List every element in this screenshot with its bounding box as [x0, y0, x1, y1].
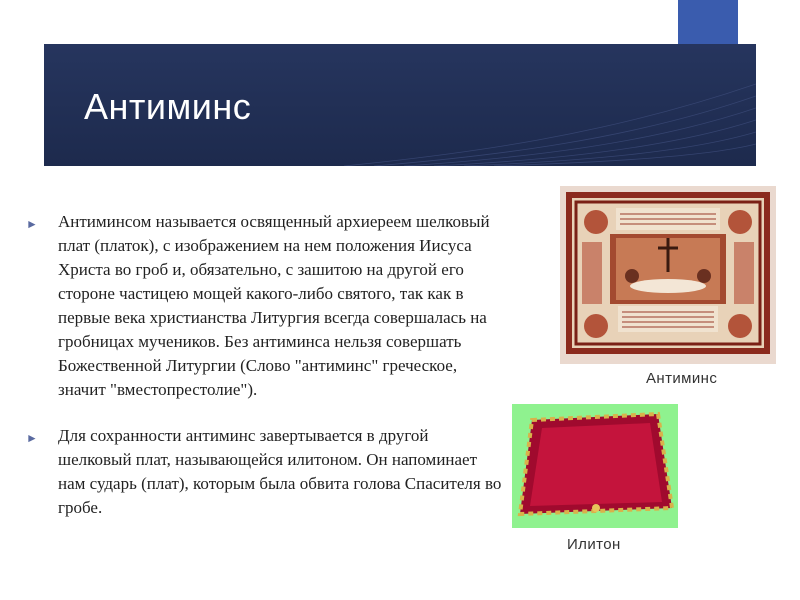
antimins-caption: Антиминс: [646, 370, 718, 387]
slide-title: Антиминс: [84, 86, 252, 127]
bullet-item: [26, 424, 506, 520]
iliton-image: [512, 404, 678, 528]
triangle-bullet-icon: ►: [26, 217, 38, 231]
antimins-picture: [560, 186, 776, 364]
bullet-list: [26, 210, 506, 520]
bullet-text: Антиминсом называется освященный архиереем шелковый плат (платок), с изображением на нем положения Иисуса Христа во гроб и, обязательно, с зашитою на другой его стороне частицею мощей какого-либо святого, так как в первые века христианства Литургия всегда совершалась на гробницах мучеников. Без антиминса нельзя совершать Божественной Литургии (Слово "антиминс" греческое, значит "вместопрестолие").: [58, 212, 490, 399]
triangle-bullet-icon: ►: [26, 431, 38, 445]
antimins-image: [560, 186, 776, 364]
iliton-caption: Илитон: [567, 536, 621, 553]
bullet-item: [26, 210, 506, 402]
bullet-text: Для сохранности антиминс завертывается в другой шелковый плат, называющейся илитоном. Он напоминает нам сударь (плат), которым была обвита голова Спасителя во гробе.: [58, 426, 502, 517]
iliton-picture: [512, 404, 678, 528]
